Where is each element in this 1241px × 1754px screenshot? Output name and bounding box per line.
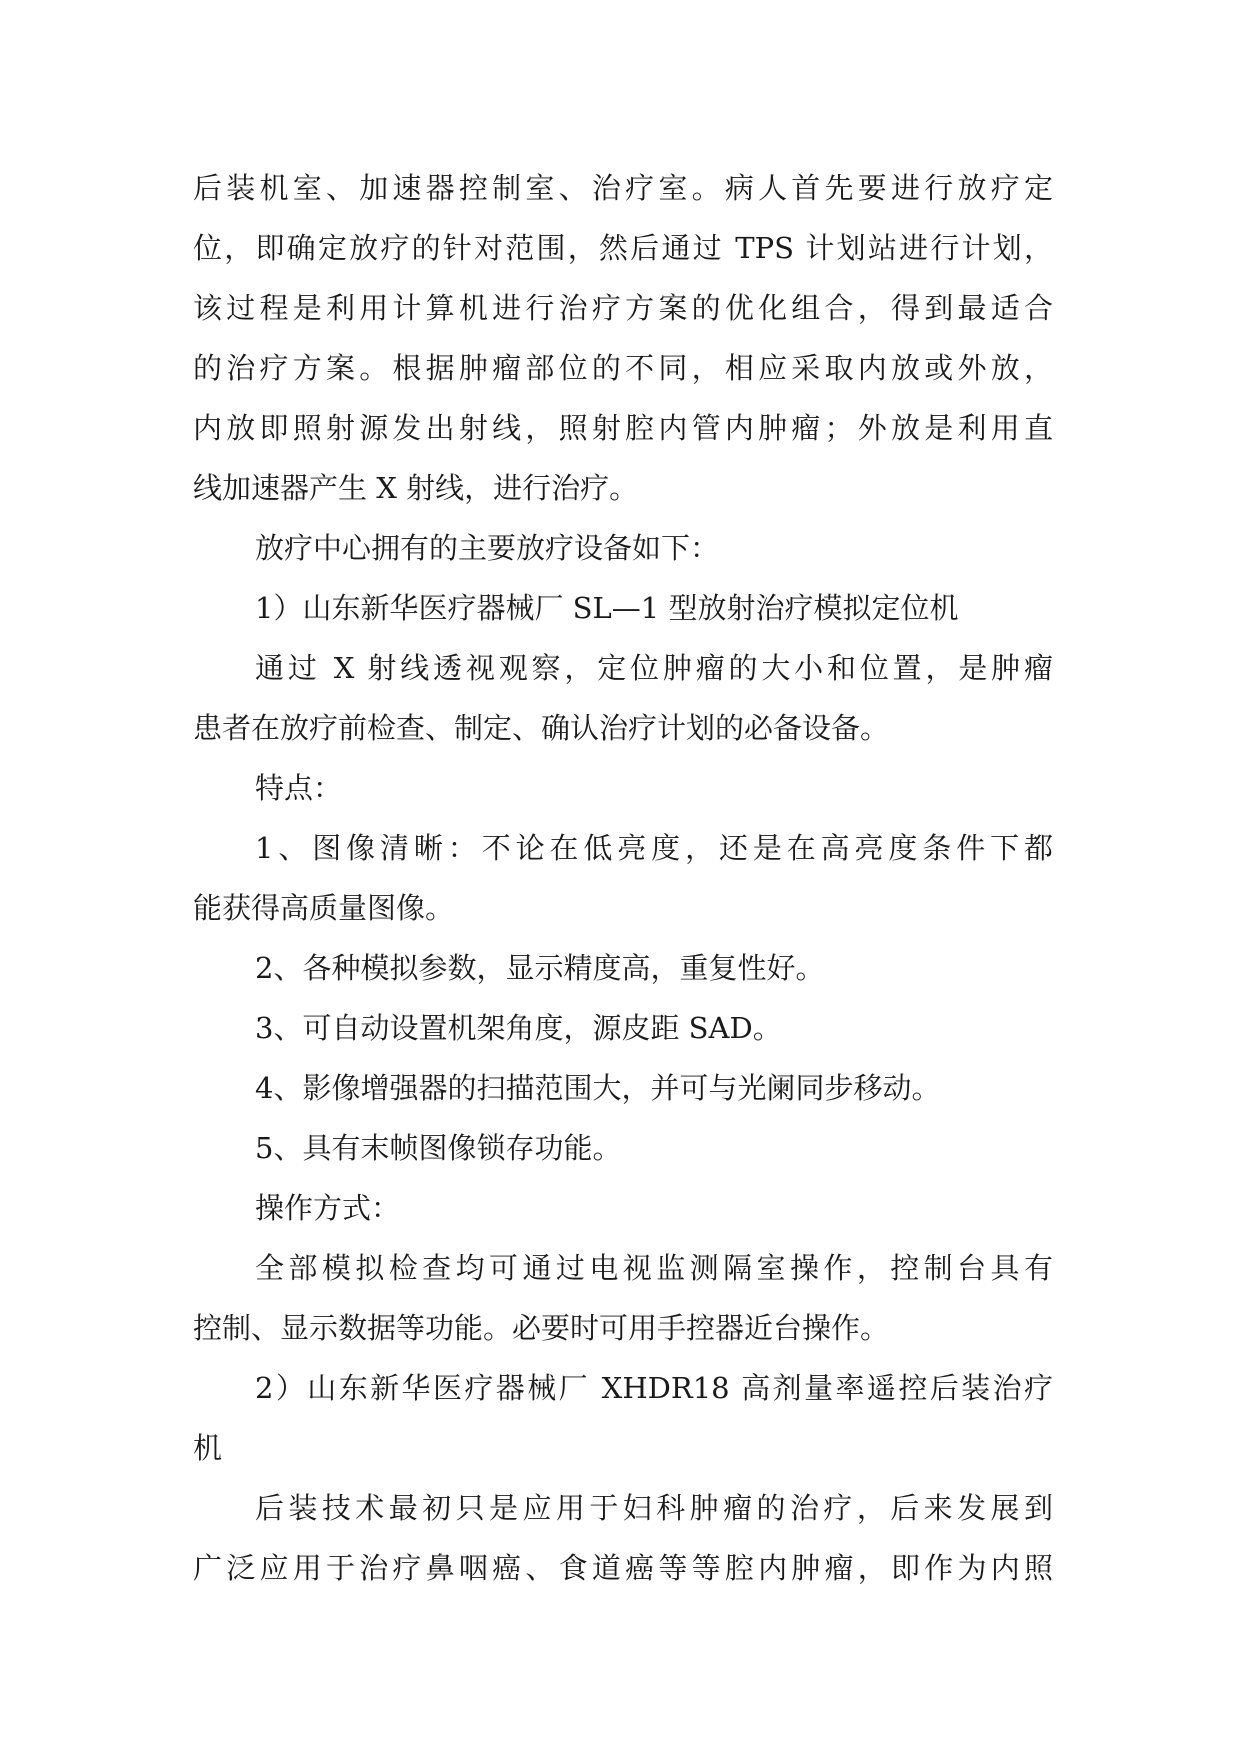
text-line: 的治疗方案。根据肿瘤部位的不同，相应采取内放或外放， (193, 351, 1053, 385)
text-line: 患者在放疗前检查、制定、确认治疗计划的必备设备。 (193, 711, 890, 745)
text-line: 全部模拟检查均可通过电视监测隔室操作，控制台具有 (255, 1251, 1053, 1285)
text-line: 线加速器产生 X 射线，进行治疗。 (193, 471, 639, 505)
text-line: 4、影像增强器的扫描范围大，并可与光阑同步移动。 (255, 1071, 941, 1105)
text-line: 2）山东新华医疗器械厂 XHDR18 高剂量率遥控后装治疗 (255, 1371, 1053, 1405)
text-line: 1）山东新华医疗器械厂 SL—1 型放射治疗模拟定位机 (255, 591, 959, 625)
text-line: 该过程是利用计算机进行治疗方案的优化组合，得到最适合 (193, 291, 1053, 325)
text-line: 3、可自动设置机架角度，源皮距 SAD。 (255, 1011, 782, 1045)
text-line: 能获得高质量图像。 (193, 891, 455, 925)
text-line: 1、图像清晰：不论在低亮度，还是在高亮度条件下都 (255, 831, 1053, 865)
text-line: 2、各种模拟参数，显示精度高，重复性好。 (255, 951, 825, 985)
text-line: 内放即照射源发出射线，照射腔内管内肿瘤；外放是利用直 (193, 411, 1053, 445)
text-line: 位，即确定放疗的针对范围，然后通过 TPS 计划站进行计划， (193, 231, 1053, 265)
text-line: 广泛应用于治疗鼻咽癌、食道癌等等腔内肿瘤，即作为内照 (193, 1551, 1053, 1585)
text-line: 操作方式： (255, 1191, 401, 1225)
text-line: 后装机室、加速器控制室、治疗室。病人首先要进行放疗定 (193, 171, 1053, 205)
text-line: 特点： (255, 771, 343, 805)
text-line: 通过 X 射线透视观察，定位肿瘤的大小和位置，是肿瘤 (255, 651, 1053, 685)
text-line: 5、具有末帧图像锁存功能。 (255, 1131, 622, 1165)
text-line: 后装技术最初只是应用于妇科肿瘤的治疗，后来发展到 (255, 1491, 1053, 1525)
text-line: 机 (193, 1431, 223, 1465)
text-line: 放疗中心拥有的主要放疗设备如下： (255, 531, 720, 565)
text-line: 控制、显示数据等功能。必要时可用手控器近台操作。 (193, 1311, 890, 1345)
